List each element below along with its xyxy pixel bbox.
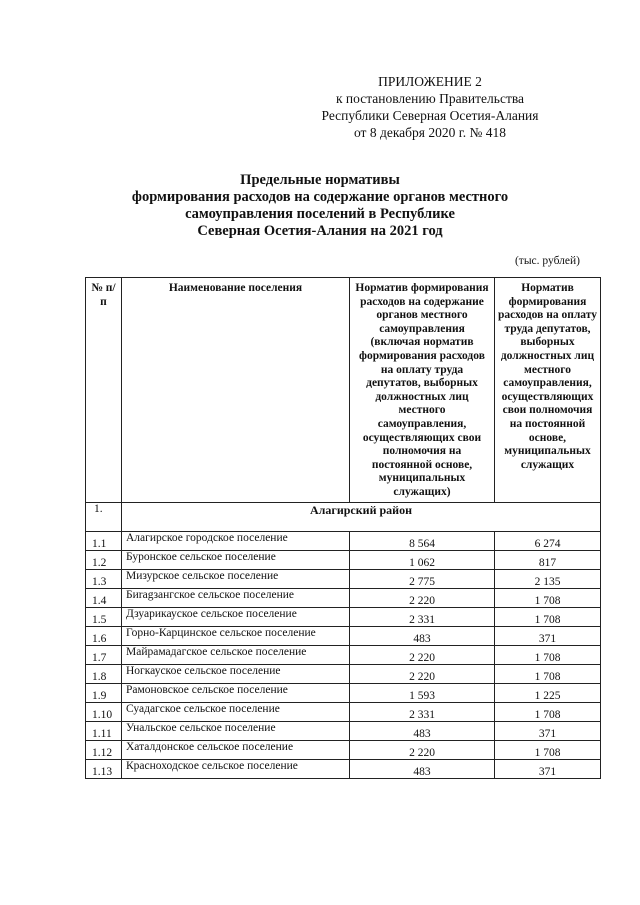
- appendix-resolution-line: к постановлению Правительства: [335, 91, 525, 106]
- row-salary: 1 708: [495, 607, 601, 626]
- title-line-2: формирования расходов на содержание органов местного: [131, 189, 509, 205]
- row-name: Биragзангское сельское поселение: [122, 588, 350, 607]
- row-name: Ногкауское сельское поселение: [122, 664, 350, 683]
- row-total: 1 593: [350, 683, 495, 702]
- row-salary: 817: [495, 550, 601, 569]
- row-num: 1.4: [86, 588, 122, 607]
- row-total: 2 331: [350, 607, 495, 626]
- row-num: 1.11: [86, 721, 122, 740]
- row-num: 1.1: [86, 531, 122, 550]
- row-total: 2 331: [350, 702, 495, 721]
- row-num: 1.3: [86, 569, 122, 588]
- header-norm-salary: Норматив формирования расходов на оплату труда депутатов, выборных должностных лиц местного самоуправления, осуществляющих свои полномочия на постоянной основе, муниципальных служащих: [495, 278, 601, 503]
- row-num: 1.8: [86, 664, 122, 683]
- row-total: 483: [350, 626, 495, 645]
- row-num: 1.13: [86, 759, 122, 778]
- header-num: № п/п: [86, 278, 122, 503]
- table-row: [86, 645, 601, 664]
- row-num: 1.5: [86, 607, 122, 626]
- row-total: 2 220: [350, 645, 495, 664]
- district-num: 1.: [86, 502, 122, 531]
- district-row: [86, 502, 601, 531]
- table-row: [86, 569, 601, 588]
- row-total: 2 220: [350, 664, 495, 683]
- row-num: 1.2: [86, 550, 122, 569]
- row-name: Мизурское сельское поселение: [122, 569, 350, 588]
- table-row: [86, 626, 601, 645]
- appendix-block: [280, 73, 580, 141]
- document-title: [100, 172, 540, 240]
- table-row: [86, 588, 601, 607]
- appendix-date-line: от 8 декабря 2020 г. № 418: [353, 125, 507, 140]
- header-name: Наименование поселения: [122, 278, 350, 503]
- table-row: [86, 664, 601, 683]
- units-note: (тыс. рублей): [514, 255, 580, 267]
- table-row: [86, 721, 601, 740]
- appendix-title: ПРИЛОЖЕНИЕ 2: [378, 74, 482, 89]
- row-salary: 1 708: [495, 664, 601, 683]
- table-header-row: [86, 278, 601, 503]
- title-line-3: самоуправления поселений в Республике: [185, 206, 455, 222]
- title-line-4: Северная Осетия-Алания на 2021 год: [197, 223, 443, 239]
- row-total: 2 220: [350, 740, 495, 759]
- row-total: 2 220: [350, 588, 495, 607]
- table-row: [86, 683, 601, 702]
- row-name: Алагирское городское поселение: [122, 531, 350, 550]
- row-total: 483: [350, 759, 495, 778]
- row-name: Рамоновское сельское поселение: [122, 683, 350, 702]
- row-name: Дзуарикауское сельское поселение: [122, 607, 350, 626]
- table-row: [86, 531, 601, 550]
- row-name: Горно-Карцинское сельское поселение: [122, 626, 350, 645]
- row-salary: 371: [495, 626, 601, 645]
- header-norm-total: Норматив формирования расходов на содержание органов местного самоуправления (включая норматив формирования расходов на оплату труда депутатов, выборных должностных лиц местного самоуправления, осуществляющих свои полномочия на постоянной основе, муниципальных служащих): [350, 278, 495, 503]
- row-name: Майрамадагское сельское поселение: [122, 645, 350, 664]
- row-salary: 1 225: [495, 683, 601, 702]
- row-total: 8 564: [350, 531, 495, 550]
- table-row: [86, 550, 601, 569]
- row-salary: 2 135: [495, 569, 601, 588]
- row-salary: 6 274: [495, 531, 601, 550]
- row-salary: 1 708: [495, 740, 601, 759]
- row-salary: 1 708: [495, 702, 601, 721]
- row-num: 1.6: [86, 626, 122, 645]
- row-name: Красноходское сельское поселение: [122, 759, 350, 778]
- table-row: [86, 740, 601, 759]
- row-num: 1.7: [86, 645, 122, 664]
- table-row: [86, 702, 601, 721]
- row-total: 2 775: [350, 569, 495, 588]
- row-num: 1.9: [86, 683, 122, 702]
- row-salary: 371: [495, 759, 601, 778]
- table-row: [86, 759, 601, 778]
- row-salary: 1 708: [495, 588, 601, 607]
- row-name: Суадагское сельское поселение: [122, 702, 350, 721]
- row-salary: 371: [495, 721, 601, 740]
- appendix-republic-line: Республики Северная Осетия-Алания: [321, 108, 539, 123]
- row-name: Унальское сельское поселение: [122, 721, 350, 740]
- row-total: 1 062: [350, 550, 495, 569]
- district-name: Алагирский район: [122, 502, 601, 531]
- table-row: [86, 607, 601, 626]
- row-name: Хаталдонское сельское поселение: [122, 740, 350, 759]
- title-line-1: Предельные нормативы: [240, 172, 400, 188]
- row-name: Буронское сельское поселение: [122, 550, 350, 569]
- row-total: 483: [350, 721, 495, 740]
- row-salary: 1 708: [495, 645, 601, 664]
- row-num: 1.10: [86, 702, 122, 721]
- row-num: 1.12: [86, 740, 122, 759]
- norms-table: [85, 277, 601, 779]
